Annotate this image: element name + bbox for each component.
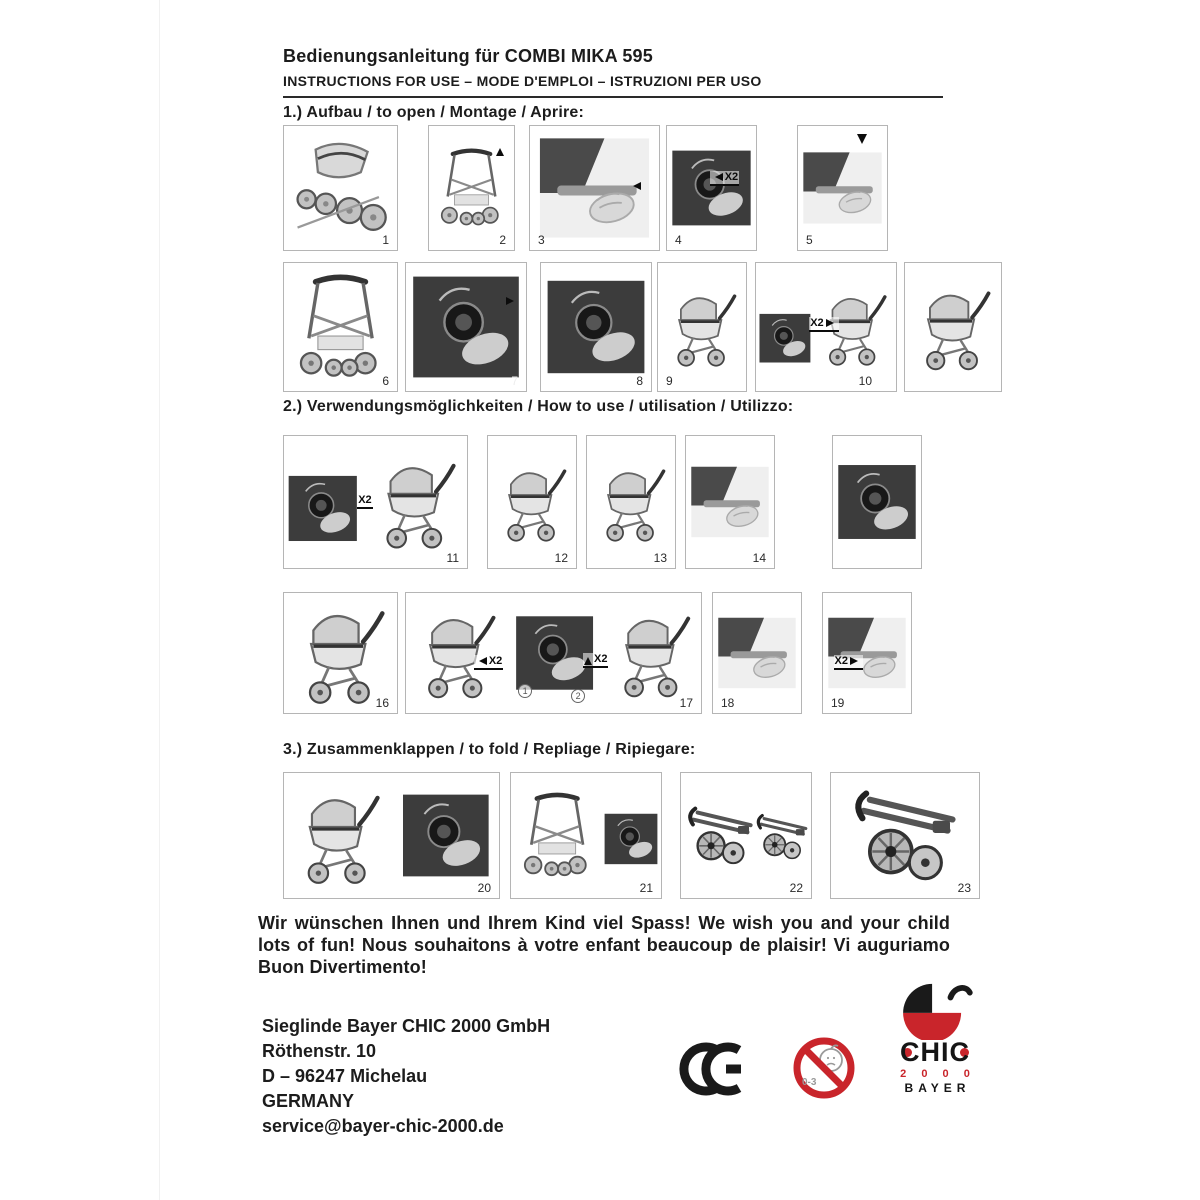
brand-pram-icon <box>895 982 975 1040</box>
figure-number: 23 <box>957 881 971 895</box>
figure-box-19 <box>822 592 912 714</box>
arrow-down-icon <box>857 134 867 149</box>
figure-number: 1 <box>382 233 389 247</box>
arrow-up-icon <box>584 653 592 665</box>
step-2-badge: 2 <box>571 689 585 703</box>
figure-number: 4 <box>675 233 682 247</box>
figure-number: 18 <box>721 696 735 710</box>
carry-cot-illustration <box>587 436 675 568</box>
figure-box-3 <box>529 125 660 251</box>
figure-box-23 <box>830 772 980 899</box>
figure-box-13 <box>586 435 676 569</box>
stroller-parts-illustration <box>284 126 397 250</box>
figure-box-2 <box>428 125 515 251</box>
brand-logo-name: BAYER <box>904 1081 971 1095</box>
figure-number: 10 <box>858 374 872 388</box>
address-line-street: Röthenstr. 10 <box>262 1041 377 1061</box>
scan-edge-line <box>159 0 160 1200</box>
remove-bassinet-illustration <box>284 773 499 898</box>
figure-box-assembled <box>904 262 1002 392</box>
figure-box-18 <box>712 592 802 714</box>
figure-box-11 <box>283 435 468 569</box>
figure-box-22 <box>680 772 812 899</box>
figure-number: 5 <box>806 233 813 247</box>
figure-box-clasp <box>832 435 922 569</box>
x2-note: X2 <box>710 171 739 186</box>
figure-box-8 <box>540 262 652 392</box>
assembled-pram-illustration <box>905 263 1001 391</box>
fold-halfway-illustration <box>681 773 811 898</box>
clasp-detail-illustration <box>833 436 921 568</box>
address-line-email: service@bayer-chic-2000.de <box>262 1116 504 1136</box>
figure-number: 13 <box>653 551 667 565</box>
brand-logo <box>882 982 988 1098</box>
age-warning-icon <box>790 1034 858 1102</box>
figure-box-20 <box>283 772 500 899</box>
title-rule <box>283 96 943 98</box>
address-line-country: GERMANY <box>262 1091 355 1111</box>
arrow-left-icon <box>475 657 487 665</box>
figure-box-14 <box>685 435 775 569</box>
figure-number: 12 <box>554 551 568 565</box>
brand-logo-year: 2 0 0 0 <box>900 1068 976 1080</box>
brand-logo-text: CHIC <box>900 1037 970 1067</box>
arrow-up-icon <box>496 144 504 156</box>
section-2-heading: 2.) Verwendungsmöglichkeiten / How to use / utilisation / Utilizzo: <box>283 398 794 415</box>
swivel-seat-illustration <box>284 436 467 568</box>
folded-stroller-illustration <box>831 773 979 898</box>
figure-number: 22 <box>789 881 803 895</box>
canopy-adjust-illustration <box>686 436 774 568</box>
pram-assembly-illustration <box>658 263 746 391</box>
address-line-company: Sieglinde Bayer CHIC 2000 GmbH <box>262 1016 551 1036</box>
figure-number: 14 <box>752 551 766 565</box>
ce-mark-icon <box>676 1042 742 1096</box>
address-line-city: D – 96247 Michelau <box>262 1066 428 1086</box>
figure-box-4 <box>666 125 757 251</box>
figure-number: 17 <box>679 696 693 710</box>
fold-start-illustration <box>511 773 661 898</box>
seat-mode-illustration <box>488 436 576 568</box>
figure-box-17 <box>405 592 702 714</box>
figure-box-6 <box>283 262 398 392</box>
doc-subtitle: INSTRUCTIONS FOR USE – MODE D'EMPLOI – ISTRUZIONI PER USO <box>283 73 762 89</box>
figure-number: 6 <box>382 374 389 388</box>
lock-detail-illustration <box>406 263 526 391</box>
section-1-heading: 1.) Aufbau / to open / Montage / Aprire: <box>283 104 585 121</box>
arrow-right-icon <box>826 319 838 327</box>
wheel-mount-illustration <box>667 126 756 250</box>
figure-box-1 <box>283 125 398 251</box>
figure-number: 11 <box>446 551 459 565</box>
x2-note: X2 <box>583 653 608 668</box>
figure-number: 16 <box>375 696 389 710</box>
figure-number: 19 <box>831 696 845 710</box>
figure-number: 2 <box>499 233 506 247</box>
x2-note: X2 <box>357 494 372 509</box>
figure-number: 7 <box>511 374 518 388</box>
sport-seat-illustration <box>284 593 397 713</box>
chassis-illustration <box>284 263 397 391</box>
x2-note: X2 <box>474 655 503 670</box>
convert-steps-illustration <box>406 593 701 713</box>
arrow-left-icon <box>711 173 723 181</box>
step-1-badge: 1 <box>518 684 532 698</box>
figure-number: 9 <box>666 374 673 388</box>
figure-box-21 <box>510 772 662 899</box>
age-range-label: 0-3 <box>802 1077 817 1088</box>
figure-box-12 <box>487 435 577 569</box>
x2-note: X2 <box>834 655 863 670</box>
figure-number: 21 <box>639 881 653 895</box>
figure-box-9 <box>657 262 747 392</box>
figure-number: 8 <box>636 374 643 388</box>
figure-number: 3 <box>538 233 545 247</box>
section-3-heading: 3.) Zusammenklappen / to fold / Repliage / Ripiegare: <box>283 741 696 758</box>
arrow-right-icon <box>506 297 518 305</box>
figure-box-7 <box>405 262 527 392</box>
closing-paragraph: Wir wünschen Ihnen und Ihrem Kind viel Spass! We wish you and your child lots of fun! Nous souhaitons à votre enfant beaucoup de plaisir! Vi auguriamo Buon Divertimento! <box>258 913 950 977</box>
wheel-lock-illustration <box>798 126 887 250</box>
canopy-clip-illustration <box>823 593 911 713</box>
x2-note: X2 <box>809 317 838 332</box>
company-address <box>262 1014 550 1139</box>
joint-release-illustration <box>713 593 801 713</box>
figure-box-5 <box>797 125 888 251</box>
arrow-left-icon <box>629 182 641 190</box>
figure-number: 20 <box>477 881 491 895</box>
strap-detail-illustration <box>541 263 651 391</box>
doc-title: Bedienungsanleitung für COMBI MIKA 595 <box>283 46 653 66</box>
figure-box-16 <box>283 592 398 714</box>
arrow-right-icon <box>850 657 862 665</box>
figure-box-10 <box>755 262 897 392</box>
